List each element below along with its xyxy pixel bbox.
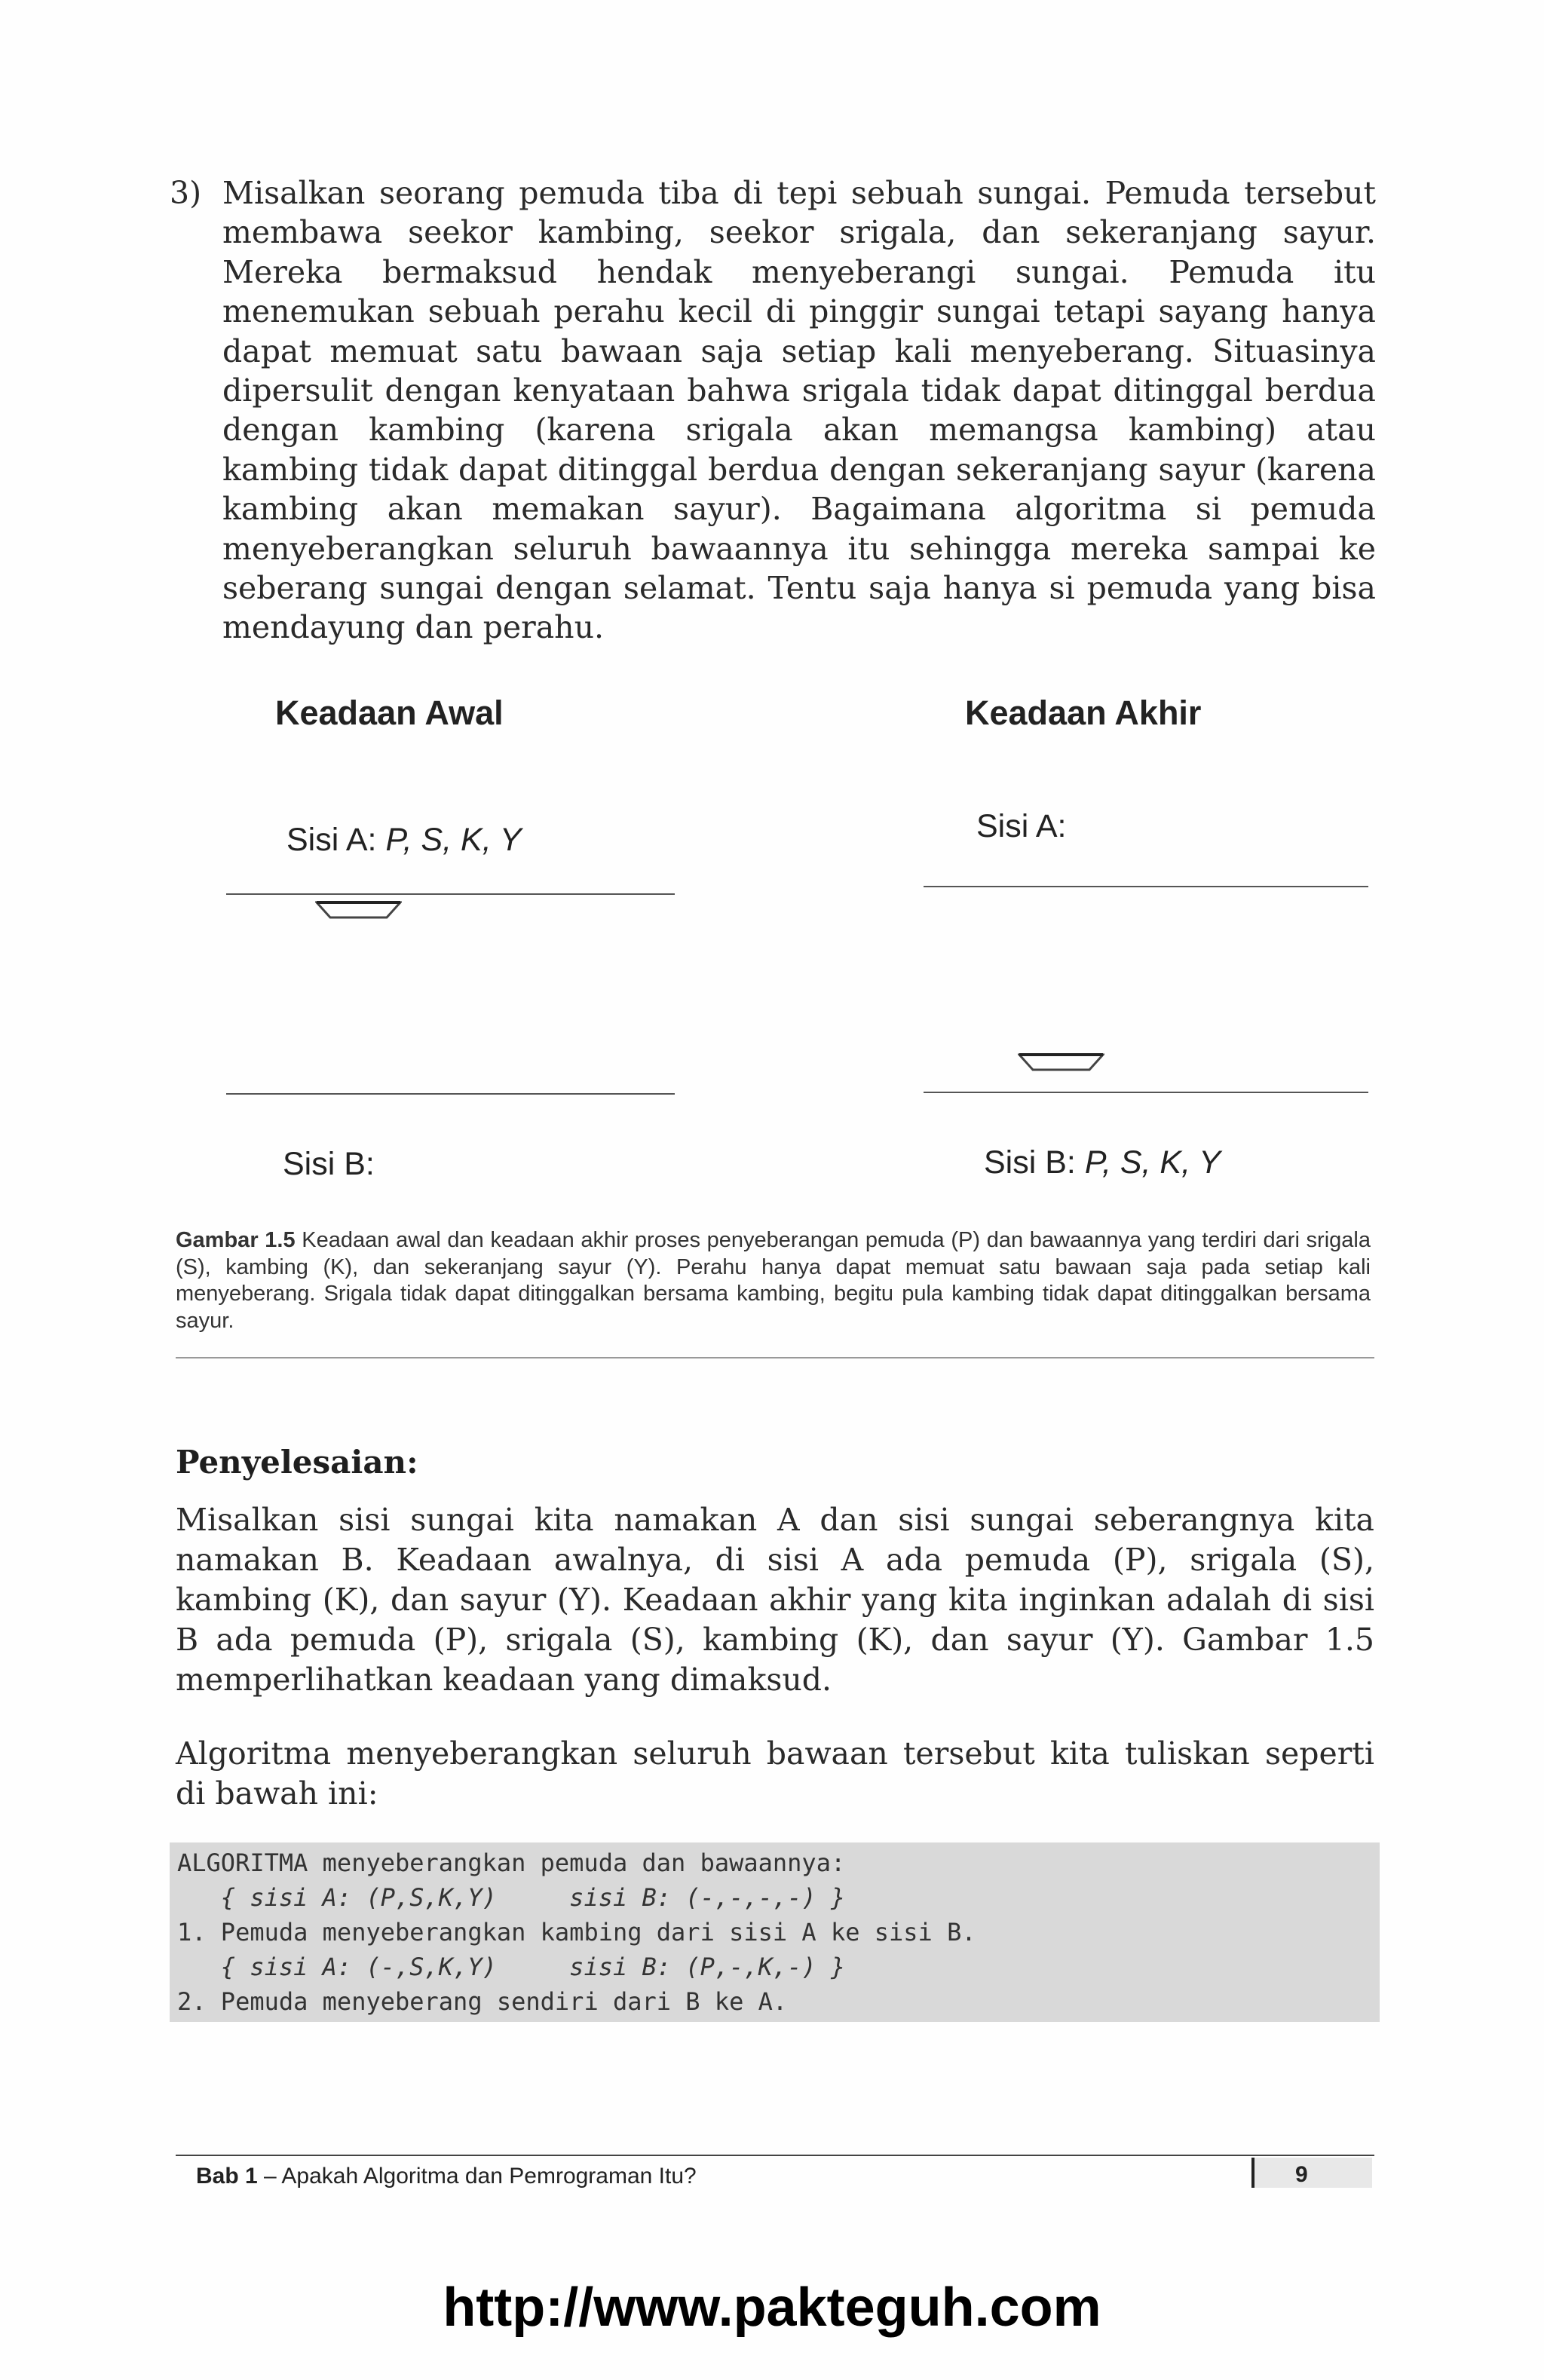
final-side-a: [976, 808, 1067, 845]
solution-title: Penyelesaian:: [176, 1444, 418, 1481]
code-line: { sisi A: (-,S,K,Y) sisi B: (P,-,K,-) }: [177, 1953, 846, 1981]
algorithm-code-block: [170, 1842, 1380, 2022]
final-side-a-label: Sisi A:: [976, 808, 1067, 844]
initial-side-b: [283, 1146, 375, 1183]
final-side-b-label: Sisi B:: [984, 1144, 1076, 1181]
code-line: ALGORITMA menyeberangkan pemuda dan bawaannya:: [177, 1849, 846, 1877]
boat-icon: [315, 899, 402, 922]
final-state-heading: Keadaan Akhir: [965, 694, 1202, 732]
code-line: 2. Pemuda menyeberang sendiri dari B ke A.: [177, 1987, 788, 2016]
solution-paragraph-1: Misalkan sisi sungai kita namakan A dan sisi sungai seberangnya kita namakan B. Keadaan awalnya, di sisi A ada pemuda (P), srigala (S), kambing (K), dan sayur (Y). Keadaan akhir yang kita inginkan adalah di sisi B ada pemuda (P), srigala (S), kambing (K), dan sayur (Y). Gambar 1.5 memperlihatkan keadaan yang dimaksud.: [176, 1502, 1374, 1698]
solution-paragraph-2: Algoritma menyeberangkan seluruh bawaan tersebut kita tuliskan seperti di bawah ini:: [176, 1735, 1374, 1812]
initial-side-a-items: P, S, K, Y: [385, 822, 522, 858]
problem-text: Misalkan seorang pemuda tiba di tepi sebuah sungai. Pemuda tersebut membawa seekor kambing, seekor srigala, dan sekeranjang sayur. Mereka bermaksud hendak menyeberangi sungai. Pemuda itu menemukan sebuah perahu kecil di pinggir sungai tetapi sayang hanya dapat memuat satu bawaan saja setiap kali menyeberang. Situasinya dipersulit dengan kenyataan bahwa srigala tidak dapat ditinggal berdua dengan kambing (karena srigala akan memangsa kambing) atau kambing tidak dapat ditinggal berdua dengan sekeranjang sayur (karena kambing akan memakan sayur). Bagaimana algoritma si pemuda menyeberangkan seluruh bawaannya itu sehingga mereka sampai ke seberang sungai dengan selamat. Tentu saja hanya si pemuda yang bisa mendayung dan perahu.: [222, 175, 1376, 646]
figure-caption-text: Keadaan awal dan keadaan akhir proses penyeberangan pemuda (P) dan bawaannya yang terdiri dari srigala (S), kambing (K), dan sekeranjang sayur (Y). Perahu hanya dapat memuat satu bawaan saja pada setiap kali menyeberang. Srigala tidak dapat ditinggalkan bersama kambing, begitu pula kambing tidak dapat ditinggalkan bersama sayur.: [176, 1228, 1371, 1333]
footer-divider: [176, 2155, 1374, 2156]
code-line: 1. Pemuda menyeberangkan kambing dari sisi A ke sisi B.: [177, 1918, 976, 1947]
figure-caption-label: Gambar 1.5: [176, 1228, 296, 1252]
initial-bank-b-line: [226, 1093, 675, 1095]
initial-side-a: [286, 822, 522, 859]
boat-icon: [1018, 1052, 1104, 1074]
initial-bank-a-line: [226, 893, 675, 895]
running-footer: [196, 2164, 697, 2189]
page-number: 9: [1295, 2162, 1308, 2187]
problem-statement: [170, 173, 1376, 648]
initial-state-heading: Keadaan Awal: [275, 694, 504, 732]
figure-caption: [176, 1227, 1371, 1334]
footer-chapter: Bab 1: [196, 2164, 258, 2189]
code-line: { sisi A: (P,S,K,Y) sisi B: (-,-,-,-) }: [177, 1883, 846, 1912]
final-side-b-items: P, S, K, Y: [1084, 1144, 1221, 1181]
footer-title: – Apakah Algoritma dan Pemrograman Itu?: [257, 2164, 697, 2189]
problem-number: 3): [170, 175, 202, 211]
caption-divider: [176, 1357, 1374, 1358]
final-side-b: [984, 1144, 1221, 1181]
final-bank-a-line: [924, 886, 1368, 887]
watermark-url: http://www.pakteguh.com: [443, 2277, 1101, 2338]
initial-side-b-label: Sisi B:: [283, 1146, 375, 1182]
page-number-box: [1251, 2158, 1372, 2188]
final-bank-b-line: [924, 1092, 1368, 1093]
initial-side-a-label: Sisi A:: [286, 822, 377, 858]
